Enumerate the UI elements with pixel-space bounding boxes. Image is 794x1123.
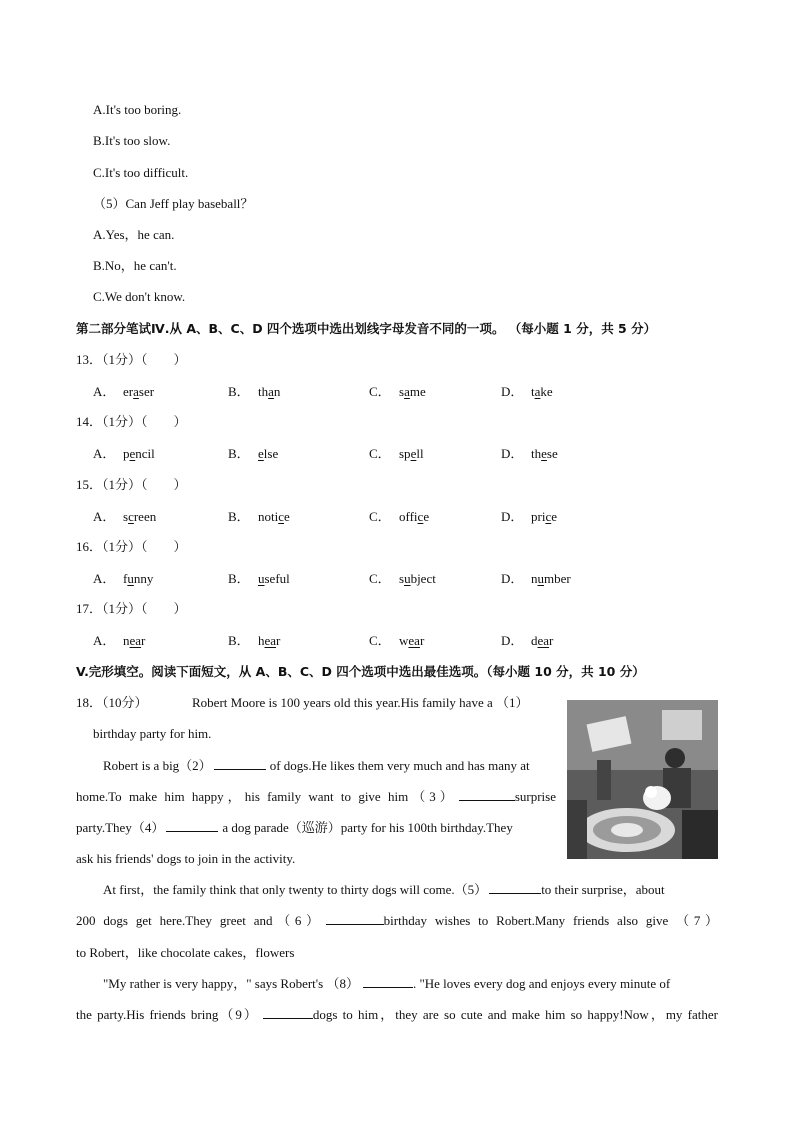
word-part: ncil [135,446,155,461]
word-part: s [399,571,405,586]
option-letter: B． [228,384,250,399]
underlined-letters: u [537,571,544,586]
answer-option [228,508,290,526]
option-a-q4: A.It's too boring. [93,102,182,117]
word-part: seful [264,571,290,586]
question-5: （5）Can Jeff play baseball？ [93,196,254,211]
passage-text: home.To make him happy，his family want to give him（3） [76,789,457,804]
underlined-letters: a [404,384,410,399]
blank-9 [263,1006,313,1019]
passage-line-6: ask his friends' dogs to join in the activity. [76,851,296,866]
word-part: t [531,384,535,399]
word-part: nny [133,571,154,586]
underlined-letters: u [258,571,265,586]
option-letter: C． [369,509,391,524]
underlined-letters: u [404,571,411,586]
underlined-letters: ea [537,633,550,648]
answer-option [228,632,280,650]
blank-8 [363,975,413,988]
word-part: d [531,633,538,648]
answer-option [369,570,436,588]
passage-text: party.They（4） [76,820,165,835]
option-letter: A． [93,509,116,524]
word-part: r [549,633,554,648]
word-part: er [123,384,134,399]
underlined-letters: c [545,509,552,524]
blank-4 [166,819,218,832]
answer-option [93,508,156,526]
word-part: mber [544,571,571,586]
passage-text: Robert is a big（2） [103,758,212,773]
passage-line-10 [103,975,670,993]
word-part: p [123,446,130,461]
word-part: se [546,446,558,461]
answer-option [501,570,571,588]
word-part: reen [133,509,157,524]
option-c-q4: C.It's too difficult. [93,165,189,180]
option-a-q5: A.Yes，he can. [93,227,175,242]
option-letter: D． [501,446,524,461]
passage-text: dogs to him，they are so cute and make him so happy!Now，my father [312,1007,718,1022]
option-letter: D． [501,633,524,648]
word-part: r [141,633,146,648]
option-letter: A． [93,633,116,648]
option-b-q5: B.No，he can't. [93,258,177,273]
option-c-q5: C.We don't know. [93,289,186,304]
word-part: noti [258,509,279,524]
passage-line-4 [76,788,556,806]
underlined-letters: e [410,446,417,461]
passage-text: to their surprise，about [541,882,665,897]
word-part: r [276,633,281,648]
passage-text: of dogs.He likes them very much and has many at [269,758,530,773]
option-b-q4: B.It's too slow. [93,133,171,148]
passage-line-2: birthday party for him. [93,726,212,741]
underlined-letters: a [534,384,541,399]
word-part: offi [399,509,418,524]
underlined-letters: c [417,509,424,524]
blank-3 [459,788,515,801]
option-letter: A． [93,571,116,586]
word-part: me [409,384,426,399]
answer-option [501,445,558,463]
word-part: s [399,384,405,399]
passage-line-3 [103,757,530,775]
answer-option [369,508,429,526]
word-part: ser [138,384,155,399]
word-part: bject [410,571,436,586]
passage-line-8 [76,912,718,930]
word-part: sp [399,446,411,461]
answer-option [93,383,154,401]
passage-line-7 [103,881,665,899]
section-4-title: 第二部分笔试Ⅳ.从 A、B、C、D 四个选项中选出划线字母发音不同的一项。 （每小题 1 分，共 5 分） [76,321,657,336]
word-part: th [258,384,269,399]
passage-line-11 [76,1006,718,1024]
passage-text: "My rather is very happy，" says Robert's （8） [103,976,359,991]
word-part: f [123,571,128,586]
answer-option [228,383,280,401]
option-letter: B． [228,571,250,586]
answer-option [369,383,426,401]
passage-line-5 [76,819,513,837]
answer-option [228,570,290,588]
question-18-number: 18．（10分） [76,695,148,710]
answer-option [369,445,424,463]
passage-text: . "He loves every dog and enjoys every minute of [412,976,671,991]
option-letter: C． [369,446,391,461]
word-part: ke [540,384,553,399]
underlined-letters: e [541,446,547,461]
dog-parade-photo-art [567,700,718,859]
passage-text: 200 dogs get here.They greet and（6） [76,913,324,928]
option-letter: D． [501,571,524,586]
passage-text: birthday wishes to Robert.Many friends also give （7） [383,913,718,928]
question-number: 14．（1分）（ ） [76,414,187,429]
passage-text: surprise [514,789,556,804]
word-part: r [419,633,425,648]
option-letter: C． [369,571,391,586]
answer-option [369,632,424,650]
answer-option [228,445,278,463]
question-number: 16．（1分）（ ） [76,539,187,554]
word-part: e [423,509,430,524]
answer-option [93,632,145,650]
word-part: pri [531,509,546,524]
underlined-letters: ea [264,633,277,648]
underlined-letters: ea [408,633,420,648]
word-part: th [531,446,542,461]
answer-option [501,632,553,650]
underlined-letters: a [133,384,139,399]
option-letter: C． [369,633,391,648]
word-part: n [531,571,538,586]
word-part: n [273,384,281,399]
word-part: s [123,509,129,524]
answer-option [93,570,153,588]
option-letter: B． [228,446,250,461]
passage-text: At first，the family think that only twenty to thirty dogs will come.（5） [103,882,488,897]
underlined-letters: e [258,446,264,461]
section-5-title: V.完形填空。阅读下面短文，从 A、B、C、D 四个选项中选出最佳选项。（每小题 10 分，共 10 分） [76,664,645,679]
passage-line-9: to Robert，like chocolate cakes，flowers [76,945,295,960]
word-part: w [399,633,409,648]
underlined-letters: c [278,509,285,524]
option-letter: B． [228,633,250,648]
option-letter: D． [501,509,524,524]
word-part: e [551,509,558,524]
blank-6 [326,912,384,925]
option-letter: D． [501,384,524,399]
option-letter: C． [369,384,391,399]
answer-option [501,383,553,401]
option-letter: A． [93,446,116,461]
blank-2 [214,757,266,770]
word-part: n [123,633,130,648]
passage-text: the party.His friends bring（9） [76,1007,259,1022]
word-part: h [258,633,265,648]
underlined-letters: u [127,571,134,586]
answer-option [93,445,155,463]
underlined-letters: c [128,509,134,524]
blank-5 [489,881,541,894]
dog-parade-photo [567,700,718,859]
underlined-letters: ea [129,633,142,648]
option-letter: A． [93,384,116,399]
passage-text: a dog parade（巡游）party for his 100th birthday.They [222,820,513,835]
word-part: lse [263,446,279,461]
passage-line-1: Robert Moore is 100 years old this year.His family have a （1） [192,695,529,710]
answer-option [501,508,557,526]
word-part: e [284,509,290,524]
question-number: 15．（1分）（ ） [76,477,187,492]
word-part: ll [416,446,424,461]
underlined-letters: e [129,446,136,461]
question-number: 17．（1分）（ ） [76,601,187,616]
question-number: 13．（1分）（ ） [76,352,187,367]
option-letter: B． [228,509,250,524]
underlined-letters: a [268,384,274,399]
